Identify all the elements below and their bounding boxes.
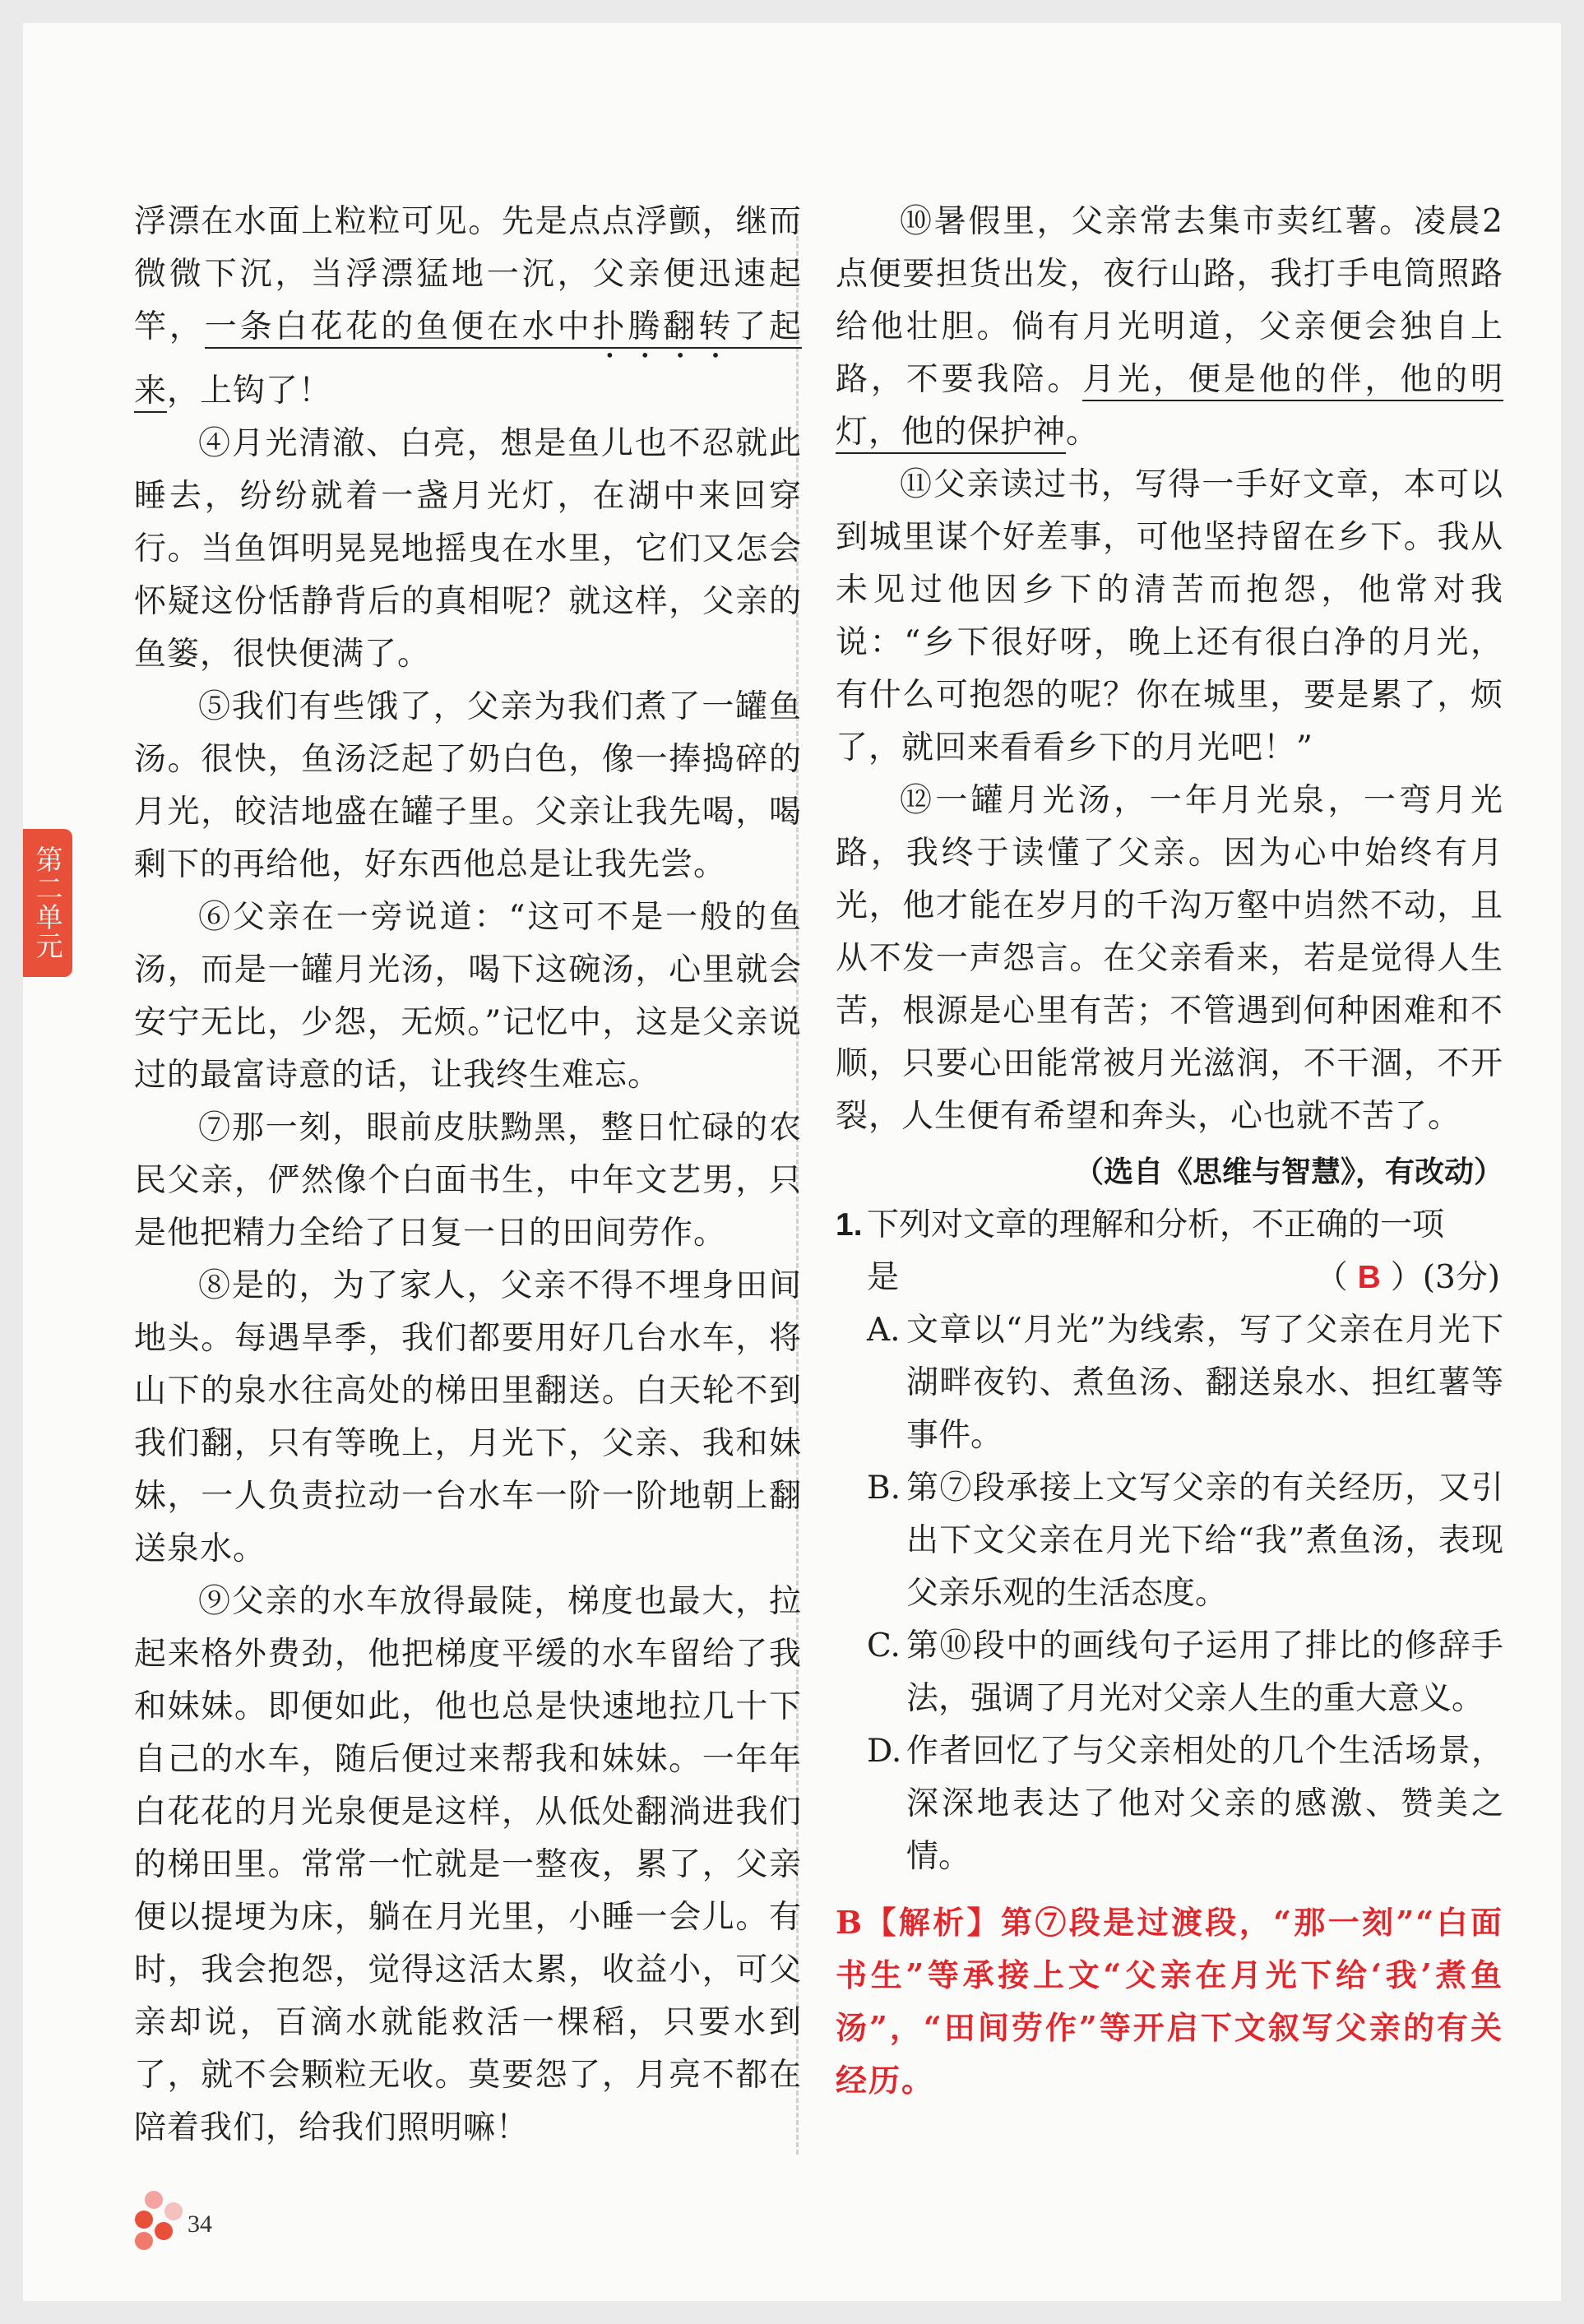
answer-score: ）(3分) <box>1390 1259 1500 1296</box>
answer-slot <box>1316 1252 1500 1304</box>
paragraph-6: ⑥父亲在一旁说道：“这可不是一般的鱼汤，而是一罐月光汤，喝下这碗汤，心里就会安宁无比，少怨，无烦。”记忆中，这是父亲说过的最富诗意的话，让我终生难忘。 <box>134 899 802 1094</box>
underlined-text: 一条白花花的鱼便在水中 <box>204 308 593 345</box>
paragraph-text: ⑩暑假里，父亲常去集市卖红薯。凌晨2点便要担货出发，夜行山路，我打手电筒照路给他壮胆。倘有月光明道，父亲便会独自上路，不要我陪。 <box>836 203 1503 398</box>
option-c <box>867 1620 1503 1725</box>
option-letter: C. <box>867 1627 901 1664</box>
paragraph-7: ⑦那一刻，眼前皮肤黝黑，整日忙碌的农民父亲，俨然像个白面书生，中年文艺男，只是他把精力全给了日复一日的田间劳作。 <box>134 1109 802 1252</box>
option-letter: B. <box>867 1470 901 1507</box>
option-letter: A. <box>867 1312 901 1349</box>
underlined-text-end: 了起来 <box>134 308 802 410</box>
paragraph-text: 浮漂在水面上粒粒可见。先是点点浮颤，继而微微下沉，当浮漂猛地一沉，父亲便迅速起竿， <box>134 203 802 345</box>
question-stem-line1: 下列对文章的理解和分析，不正确的一项 <box>867 1206 1445 1243</box>
answer-letter: B <box>1357 1260 1381 1295</box>
paragraph-11: ⑪父亲读过书，写得一手好文章，本可以到城里谋个好差事，可他坚持留在乡下。我从未见过他因乡下的清苦而抱怨，他常对我说：“乡下很好呀，晚上还有很白净的月光，有什么可抱怨的呢？你在城里，要是累了，烦了，就回来看看乡下的月光吧！” <box>836 466 1503 766</box>
paragraph-4: ④月光清澈、白亮，想是鱼儿也不忍就此睡去，纷纷就着一盏月光灯，在湖中来回穿行。当鱼饵明晃晃地摇曳在水里，它们又怎会怀疑这份恬静背后的真相呢？就这样，父亲的鱼篓，很快便满了。 <box>134 425 802 673</box>
underlined-sentence: 月光，便是他的伴，他的明灯，他的保护神 <box>836 361 1503 454</box>
option-text: 作者回忆了与父亲相处的几个生活场景，深深地表达了他对父亲的感激、赞美之情。 <box>906 1733 1503 1875</box>
option-b <box>867 1462 1503 1620</box>
paragraph-text-end: 。 <box>1066 414 1100 451</box>
option-text: 第⑩段中的画线句子运用了排比的修辞手法，强调了月光对父亲人生的重大意义。 <box>906 1627 1503 1717</box>
option-text: 第⑦段承接上文写父亲的有关经历，又引出下文父亲在月光下给“我”煮鱼汤，表现父亲乐观的生活态度。 <box>906 1470 1503 1612</box>
paragraph-12: ⑫一罐月光汤，一年月光泉，一弯月光路，我终于读懂了父亲。因为心中始终有月光，他才能在岁月的千沟万壑中岿然不动，且从不发一声怨言。在父亲看来，若是觉得人生苦，根源是心里有苦；不管遇到何种困难和不顺，只要心田能常被月光滋润，不干涸，不开裂，人生便有希望和奔头，心也就不苦了。 <box>836 782 1503 1135</box>
question-1 <box>836 1199 1503 1304</box>
paragraph-10 <box>836 196 1503 459</box>
option-d <box>867 1725 1503 1883</box>
source-citation: （选自《思维与智慧》，有改动） <box>1073 1155 1503 1189</box>
option-a <box>867 1304 1503 1462</box>
question-stem-end: 是 <box>867 1259 900 1296</box>
paragraph-3-end <box>134 196 802 418</box>
question-number: 1. <box>836 1207 863 1243</box>
answer-paren-open: （ <box>1315 1259 1348 1296</box>
paragraph-text-end: ，上钩了！ <box>167 373 332 410</box>
paragraph-8: ⑧是的，为了家人，父亲不得不埋身田间地头。每遇旱季，我们都要用好几台水车，将山下的泉水往高处的梯田里翻送。白天轮不到我们翻，只有等晚上，月光下，父亲、我和妹妹，一人负责拉动一台水车一阶一阶地朝上翻送泉水。 <box>134 1267 802 1567</box>
page-number: 34 <box>188 2211 212 2238</box>
question-stem-line2 <box>867 1252 1503 1304</box>
answer-analysis: B【解析】第⑦段是过渡段，“那一刻”“白面书生”等承接上文“父亲在月光下给‘我’煮鱼汤”，“田间劳作”等开启下文叙写父亲的有关经历。 <box>836 1904 1503 2099</box>
option-letter: D. <box>867 1733 902 1770</box>
right-column <box>836 196 1503 2107</box>
paragraph-9: ⑨父亲的水车放得最陡，梯度也最大，拉起来格外费劲，他把梯度平缓的水车留给了我和妹妹。即便如此，他也总是快速地拉几十下自己的水车，随后便过来帮我和妹妹。一年年白花花的月光泉便是这样，从低处翻淌进我们的梯田里。常常一忙就是一整夜，累了，父亲便以提埂为床，躺在月光里，小睡一会儿。有时，我会抱怨，觉得这活太累，收益小，可父亲却说，百滴水就能救活一棵稻，只要水到了，就不会颗粒无收。莫要怨了，月亮不都在陪着我们，给我们照明嘛！ <box>134 1583 802 2146</box>
paragraph-5: ⑤我们有些饿了，父亲为我们煮了一罐鱼汤。很快，鱼汤泛起了奶白色，像一捧捣碎的月光，皎洁地盛在罐子里。父亲让我先喝，喝剩下的再给他，好东西他总是让我先尝。 <box>134 688 802 883</box>
left-column <box>134 196 802 2155</box>
unit-tab-label: 第二单元 <box>31 845 64 961</box>
unit-tab <box>23 829 72 977</box>
workbook-page <box>23 23 1561 2301</box>
emphasis-dotted-text: 扑腾翻转 <box>592 308 734 345</box>
question-stem <box>867 1199 1503 1304</box>
option-text: 文章以“月光”为线索，写了父亲在月光下湖畔夜钓、煮鱼汤、翻送泉水、担红薯等事件。 <box>906 1312 1503 1454</box>
